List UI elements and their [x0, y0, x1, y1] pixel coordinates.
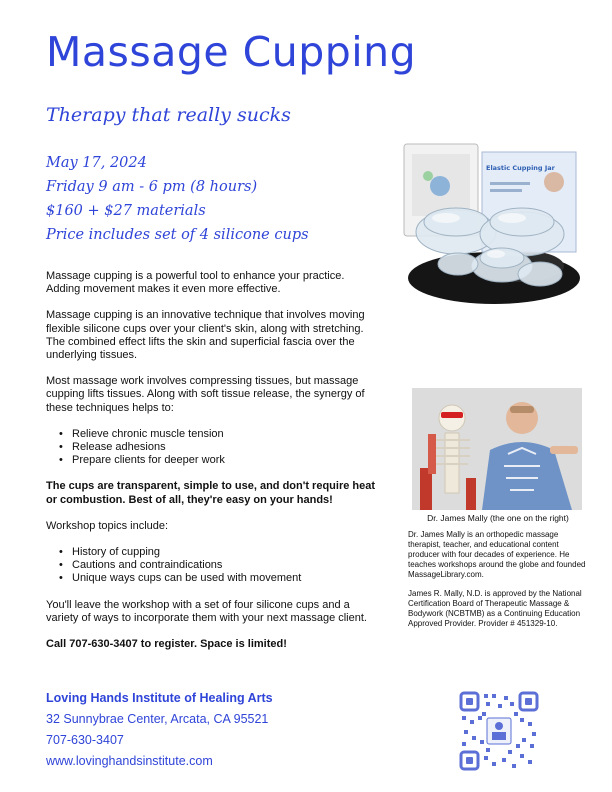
- list-item: • Relieve chronic muscle tension: [72, 428, 376, 441]
- instructor-photo: [412, 388, 582, 510]
- list-item: • Cautions and contraindications: [72, 559, 376, 572]
- technique-paragraph: Massage cupping is an innovative technique that involves moving flexible silicone cups over your client's skin, along with stretching. The combined effect lifts the skin and superficial fascia over the underlying tissues.: [46, 309, 365, 362]
- event-includes: Price includes set of 4 silicone cups: [46, 227, 309, 243]
- approval-paragraph: James R. Mally, N.D. is approved by the National Certification Board of Therapeutic Massage & Bodywork (NCBTMB) as a Continuing Education Approved Provider. Provider # 451329-10.: [408, 589, 582, 628]
- event-time: Friday 9 am - 6 pm (8 hours): [46, 179, 258, 195]
- topics-list: [46, 546, 376, 586]
- event-date: May 17, 2024: [46, 155, 147, 171]
- benefits-list: [46, 428, 376, 468]
- list-item: • Release adhesions: [72, 441, 376, 454]
- list-item: • Unique ways cups can be used with movement: [72, 572, 376, 585]
- page-subtitle: Therapy that really sucks: [46, 104, 291, 126]
- instructor-caption: Dr. James Mally (the one on the right): [427, 513, 569, 523]
- event-details: [46, 151, 309, 247]
- bio-paragraph: Dr. James Mally is an orthopedic massage therapist, teacher, and educational content producer with four decades of experience. He teaches workshops around the globe and founded MassageLibrary.com.: [408, 530, 586, 579]
- address: 32 Sunnybrae Center, Arcata, CA 95521: [46, 712, 269, 726]
- closing-paragraph: You'll leave the workshop with a set of four silicone cups and a variety of ways to incorporate them with your next massage client.: [46, 598, 367, 624]
- footer-contact: [46, 688, 273, 772]
- instructor-bio: [408, 530, 586, 638]
- topics-intro: Workshop topics include:: [46, 519, 169, 532]
- intro-paragraph: Massage cupping is a powerful tool to enhance your practice. Adding movement makes it even more effective.: [46, 270, 345, 296]
- phone-number[interactable]: 707-630-3407: [46, 733, 124, 747]
- product-box-label: Elastic Cupping Jar: [486, 164, 555, 172]
- website-link[interactable]: www.lovinghandsinstitute.com: [46, 754, 213, 768]
- event-price: $160 + $27 materials: [46, 203, 206, 219]
- call-to-action: Call 707-630-3407 to register. Space is limited!: [46, 638, 287, 651]
- synergy-paragraph: Most massage work involves compressing tissues, but massage cupping lifts tissues. Along with soft tissue release, the synergy of these techniques helps to:: [46, 375, 365, 414]
- body-text: [46, 270, 376, 664]
- list-item: • Prepare clients for deeper work: [72, 454, 376, 467]
- cupping-product-image: [398, 138, 580, 310]
- page-title: Massage Cupping: [46, 28, 417, 76]
- list-item: • History of cupping: [72, 546, 376, 559]
- highlight-paragraph: The cups are transparent, simple to use, and don't require heat or combustion. Best of all, they're easy on your hands!: [46, 480, 376, 506]
- qr-code[interactable]: [458, 690, 540, 772]
- organization-name: Loving Hands Institute of Healing Arts: [46, 691, 273, 705]
